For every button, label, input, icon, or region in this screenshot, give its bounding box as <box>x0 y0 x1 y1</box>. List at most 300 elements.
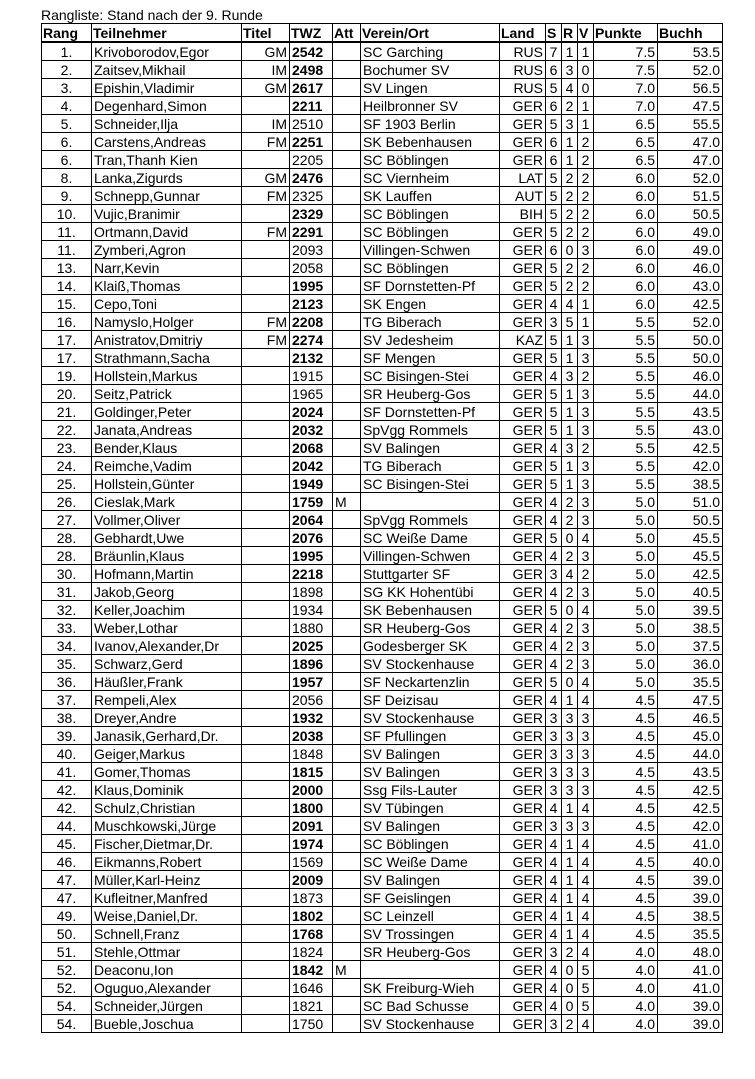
points-cell: 6.5 <box>594 133 658 151</box>
rank-cell: 33. <box>42 619 92 637</box>
rank-cell: 41. <box>42 763 92 781</box>
table-row <box>42 475 723 493</box>
player-name-cell: Deaconu,Ion <box>92 961 242 979</box>
country-cell: GER <box>500 763 546 781</box>
losses-cell: 2 <box>578 277 594 295</box>
attribute-cell <box>333 637 361 655</box>
buchholz-cell: 42.5 <box>658 439 723 457</box>
country-cell: GER <box>500 709 546 727</box>
rating-cell: 2498 <box>290 61 333 79</box>
country-cell: GER <box>500 691 546 709</box>
buchholz-cell: 42.5 <box>658 799 723 817</box>
title-cell: GM <box>242 79 290 97</box>
rank-cell: 6. <box>42 151 92 169</box>
points-cell: 5.0 <box>594 565 658 583</box>
wins-cell: 4 <box>546 655 562 673</box>
attribute-cell <box>333 42 361 61</box>
player-name-cell: Namyslo,Holger <box>92 313 242 331</box>
points-cell: 4.5 <box>594 745 658 763</box>
buchholz-cell: 42.5 <box>658 565 723 583</box>
player-name-cell: Eikmanns,Robert <box>92 853 242 871</box>
club-cell: SC Böblingen <box>361 151 500 169</box>
country-cell: GER <box>500 349 546 367</box>
draws-cell: 0 <box>562 673 578 691</box>
losses-cell: 4 <box>578 871 594 889</box>
country-cell: GER <box>500 925 546 943</box>
title-cell <box>242 475 290 493</box>
col-header-v: V <box>578 24 594 43</box>
club-cell <box>361 961 500 979</box>
col-header-att: Att <box>333 24 361 43</box>
wins-cell: 5 <box>546 259 562 277</box>
country-cell: GER <box>500 565 546 583</box>
rank-cell: 22. <box>42 421 92 439</box>
player-name-cell: Cepo,Toni <box>92 295 242 313</box>
buchholz-cell: 42.0 <box>658 457 723 475</box>
club-cell: TG Biberach <box>361 313 500 331</box>
points-cell: 5.0 <box>594 493 658 511</box>
attribute-cell <box>333 979 361 997</box>
country-cell: RUS <box>500 79 546 97</box>
player-name-cell: Fischer,Dietmar,Dr. <box>92 835 242 853</box>
rank-cell: 27. <box>42 511 92 529</box>
club-cell: SV Jedesheim <box>361 331 500 349</box>
country-cell: GER <box>500 529 546 547</box>
rating-cell: 1768 <box>290 925 333 943</box>
player-name-cell: Oguguo,Alexander <box>92 979 242 997</box>
buchholz-cell: 42.5 <box>658 295 723 313</box>
club-cell: SF Deizisau <box>361 691 500 709</box>
attribute-cell <box>333 385 361 403</box>
wins-cell: 4 <box>546 493 562 511</box>
table-row <box>42 835 723 853</box>
player-name-cell: Zaitsev,Mikhail <box>92 61 242 79</box>
losses-cell: 3 <box>578 403 594 421</box>
draws-cell: 3 <box>562 817 578 835</box>
country-cell: GER <box>500 439 546 457</box>
rank-cell: 16. <box>42 313 92 331</box>
draws-cell: 1 <box>562 133 578 151</box>
wins-cell: 3 <box>546 763 562 781</box>
rating-cell: 2032 <box>290 421 333 439</box>
player-name-cell: Geiger,Markus <box>92 745 242 763</box>
attribute-cell <box>333 745 361 763</box>
losses-cell: 4 <box>578 1015 594 1033</box>
title-cell <box>242 961 290 979</box>
attribute-cell <box>333 943 361 961</box>
club-cell: SF Dornstetten-Pf <box>361 277 500 295</box>
losses-cell: 4 <box>578 835 594 853</box>
club-cell: Villingen-Schwen <box>361 241 500 259</box>
title-cell <box>242 871 290 889</box>
title-cell <box>242 151 290 169</box>
rank-cell: 32. <box>42 601 92 619</box>
rank-cell: 11. <box>42 223 92 241</box>
rating-cell: 2274 <box>290 331 333 349</box>
title-cell <box>242 799 290 817</box>
country-cell: GER <box>500 475 546 493</box>
buchholz-cell: 36.0 <box>658 655 723 673</box>
losses-cell: 3 <box>578 511 594 529</box>
player-name-cell: Schwarz,Gerd <box>92 655 242 673</box>
attribute-cell <box>333 583 361 601</box>
points-cell: 6.0 <box>594 295 658 313</box>
losses-cell: 4 <box>578 943 594 961</box>
points-cell: 4.5 <box>594 691 658 709</box>
wins-cell: 5 <box>546 115 562 133</box>
losses-cell: 3 <box>578 817 594 835</box>
attribute-cell <box>333 907 361 925</box>
table-row <box>42 637 723 655</box>
buchholz-cell: 38.5 <box>658 475 723 493</box>
club-cell: SV Trossingen <box>361 925 500 943</box>
losses-cell: 0 <box>578 61 594 79</box>
buchholz-cell: 48.0 <box>658 943 723 961</box>
attribute-cell <box>333 565 361 583</box>
points-cell: 5.5 <box>594 403 658 421</box>
buchholz-cell: 43.5 <box>658 763 723 781</box>
rating-cell: 2038 <box>290 727 333 745</box>
table-row <box>42 349 723 367</box>
title-cell <box>242 997 290 1015</box>
draws-cell: 1 <box>562 349 578 367</box>
wins-cell: 3 <box>546 745 562 763</box>
col-header-twz: TWZ <box>290 24 333 43</box>
buchholz-cell: 38.5 <box>658 619 723 637</box>
losses-cell: 2 <box>578 259 594 277</box>
player-name-cell: Weise,Daniel,Dr. <box>92 907 242 925</box>
buchholz-cell: 52.0 <box>658 169 723 187</box>
player-name-cell: Muschkowski,Jürge <box>92 817 242 835</box>
rank-cell: 3. <box>42 79 92 97</box>
buchholz-cell: 52.0 <box>658 313 723 331</box>
title-cell <box>242 583 290 601</box>
table-row <box>42 493 723 511</box>
title-cell <box>242 907 290 925</box>
player-name-cell: Schneider,Jürgen <box>92 997 242 1015</box>
player-name-cell: Zymberi,Agron <box>92 241 242 259</box>
player-name-cell: Cieslak,Mark <box>92 493 242 511</box>
wins-cell: 4 <box>546 295 562 313</box>
title-cell: FM <box>242 313 290 331</box>
rank-cell: 14. <box>42 277 92 295</box>
player-name-cell: Rempeli,Alex <box>92 691 242 709</box>
draws-cell: 4 <box>562 565 578 583</box>
attribute-cell <box>333 835 361 853</box>
losses-cell: 2 <box>578 565 594 583</box>
points-cell: 6.0 <box>594 259 658 277</box>
losses-cell: 4 <box>578 601 594 619</box>
draws-cell: 4 <box>562 295 578 313</box>
rank-cell: 28. <box>42 529 92 547</box>
buchholz-cell: 44.0 <box>658 745 723 763</box>
title-cell <box>242 565 290 583</box>
buchholz-cell: 47.0 <box>658 133 723 151</box>
player-name-cell: Kufleitner,Manfred <box>92 889 242 907</box>
points-cell: 4.5 <box>594 871 658 889</box>
club-cell: SV Tübingen <box>361 799 500 817</box>
country-cell: GER <box>500 853 546 871</box>
wins-cell: 5 <box>546 223 562 241</box>
losses-cell: 3 <box>578 547 594 565</box>
country-cell: GER <box>500 421 546 439</box>
losses-cell: 4 <box>578 799 594 817</box>
rank-cell: 4. <box>42 97 92 115</box>
col-header-punkte: Punkte <box>594 24 658 43</box>
rating-cell: 2091 <box>290 817 333 835</box>
title-cell <box>242 889 290 907</box>
club-cell: SK Bebenhausen <box>361 601 500 619</box>
rank-cell: 37. <box>42 691 92 709</box>
club-cell: SC Bisingen-Stei <box>361 475 500 493</box>
losses-cell: 3 <box>578 241 594 259</box>
draws-cell: 3 <box>562 115 578 133</box>
rating-cell: 1815 <box>290 763 333 781</box>
draws-cell: 2 <box>562 943 578 961</box>
draws-cell: 3 <box>562 745 578 763</box>
player-name-cell: Stehle,Ottmar <box>92 943 242 961</box>
draws-cell: 1 <box>562 385 578 403</box>
table-row <box>42 169 723 187</box>
player-name-cell: Janata,Andreas <box>92 421 242 439</box>
losses-cell: 2 <box>578 133 594 151</box>
buchholz-cell: 55.5 <box>658 115 723 133</box>
table-row <box>42 385 723 403</box>
points-cell: 4.0 <box>594 1015 658 1033</box>
wins-cell: 4 <box>546 583 562 601</box>
draws-cell: 2 <box>562 187 578 205</box>
losses-cell: 4 <box>578 907 594 925</box>
wins-cell: 4 <box>546 961 562 979</box>
rating-cell: 2510 <box>290 115 333 133</box>
club-cell: SK Bebenhausen <box>361 133 500 151</box>
title-cell <box>242 547 290 565</box>
club-cell: SF Geislingen <box>361 889 500 907</box>
draws-cell: 1 <box>562 691 578 709</box>
club-cell: SC Bad Schusse <box>361 997 500 1015</box>
rating-cell: 2329 <box>290 205 333 223</box>
losses-cell: 5 <box>578 979 594 997</box>
table-row <box>42 925 723 943</box>
table-row <box>42 871 723 889</box>
points-cell: 4.5 <box>594 835 658 853</box>
table-row <box>42 565 723 583</box>
table-row <box>42 601 723 619</box>
draws-cell: 1 <box>562 42 578 61</box>
rank-cell: 9. <box>42 187 92 205</box>
rank-cell: 26. <box>42 493 92 511</box>
table-row <box>42 205 723 223</box>
club-cell: SF Pfullingen <box>361 727 500 745</box>
losses-cell: 3 <box>578 583 594 601</box>
table-row <box>42 655 723 673</box>
buchholz-cell: 45.5 <box>658 547 723 565</box>
rating-cell: 2542 <box>290 42 333 61</box>
draws-cell: 1 <box>562 151 578 169</box>
points-cell: 7.0 <box>594 79 658 97</box>
losses-cell: 3 <box>578 745 594 763</box>
title-cell <box>242 979 290 997</box>
club-cell: SR Heuberg-Gos <box>361 385 500 403</box>
title-cell <box>242 403 290 421</box>
wins-cell: 4 <box>546 367 562 385</box>
buchholz-cell: 39.5 <box>658 601 723 619</box>
player-name-cell: Janasik,Gerhard,Dr. <box>92 727 242 745</box>
draws-cell: 1 <box>562 331 578 349</box>
rating-cell: 2291 <box>290 223 333 241</box>
player-name-cell: Seitz,Patrick <box>92 385 242 403</box>
buchholz-cell: 38.5 <box>658 907 723 925</box>
title-cell <box>242 493 290 511</box>
col-header-buchh: Buchh <box>658 24 723 43</box>
title-cell <box>242 925 290 943</box>
country-cell: GER <box>500 277 546 295</box>
rating-cell: 1898 <box>290 583 333 601</box>
wins-cell: 5 <box>546 529 562 547</box>
buchholz-cell: 53.5 <box>658 42 723 61</box>
table-row <box>42 907 723 925</box>
player-name-cell: Lanka,Zigurds <box>92 169 242 187</box>
wins-cell: 4 <box>546 691 562 709</box>
col-header-r: R <box>562 24 578 43</box>
points-cell: 6.5 <box>594 151 658 169</box>
rank-cell: 51. <box>42 943 92 961</box>
buchholz-cell: 51.5 <box>658 187 723 205</box>
attribute-cell <box>333 763 361 781</box>
rating-cell: 2068 <box>290 439 333 457</box>
buchholz-cell: 35.5 <box>658 673 723 691</box>
draws-cell: 1 <box>562 871 578 889</box>
rank-cell: 38. <box>42 709 92 727</box>
draws-cell: 1 <box>562 889 578 907</box>
rank-cell: 42. <box>42 799 92 817</box>
buchholz-cell: 39.0 <box>658 889 723 907</box>
losses-cell: 1 <box>578 313 594 331</box>
losses-cell: 3 <box>578 619 594 637</box>
draws-cell: 0 <box>562 961 578 979</box>
table-row <box>42 745 723 763</box>
table-row <box>42 223 723 241</box>
attribute-cell <box>333 709 361 727</box>
points-cell: 4.0 <box>594 997 658 1015</box>
draws-cell: 2 <box>562 205 578 223</box>
table-row <box>42 42 723 61</box>
table-row <box>42 457 723 475</box>
attribute-cell <box>333 889 361 907</box>
draws-cell: 1 <box>562 475 578 493</box>
title-cell <box>242 673 290 691</box>
buchholz-cell: 41.0 <box>658 979 723 997</box>
points-cell: 4.0 <box>594 961 658 979</box>
player-name-cell: Schnepp,Gunnar <box>92 187 242 205</box>
attribute-cell <box>333 529 361 547</box>
title-cell <box>242 439 290 457</box>
wins-cell: 5 <box>546 385 562 403</box>
title-cell <box>242 97 290 115</box>
buchholz-cell: 43.5 <box>658 403 723 421</box>
table-row <box>42 997 723 1015</box>
title-cell <box>242 817 290 835</box>
title-cell <box>242 709 290 727</box>
table-row <box>42 421 723 439</box>
draws-cell: 2 <box>562 1015 578 1033</box>
country-cell: GER <box>500 817 546 835</box>
points-cell: 5.5 <box>594 475 658 493</box>
country-cell: GER <box>500 511 546 529</box>
attribute-cell <box>333 511 361 529</box>
wins-cell: 6 <box>546 61 562 79</box>
wins-cell: 4 <box>546 853 562 871</box>
wins-cell: 6 <box>546 151 562 169</box>
losses-cell: 3 <box>578 421 594 439</box>
country-cell: GER <box>500 943 546 961</box>
attribute-cell <box>333 295 361 313</box>
draws-cell: 1 <box>562 799 578 817</box>
rank-cell: 10. <box>42 205 92 223</box>
table-row <box>42 511 723 529</box>
rank-cell: 40. <box>42 745 92 763</box>
attribute-cell <box>333 997 361 1015</box>
col-header-teilnehmer: Teilnehmer <box>92 24 242 43</box>
attribute-cell <box>333 403 361 421</box>
club-cell: SF Mengen <box>361 349 500 367</box>
draws-cell: 1 <box>562 835 578 853</box>
rank-cell: 30. <box>42 565 92 583</box>
attribute-cell <box>333 223 361 241</box>
points-cell: 6.0 <box>594 277 658 295</box>
attribute-cell <box>333 367 361 385</box>
club-cell: SC Böblingen <box>361 259 500 277</box>
losses-cell: 3 <box>578 493 594 511</box>
rank-cell: 17. <box>42 349 92 367</box>
title-cell <box>242 277 290 295</box>
draws-cell: 1 <box>562 925 578 943</box>
club-cell: Ssg Fils-Lauter <box>361 781 500 799</box>
table-row <box>42 97 723 115</box>
country-cell: GER <box>500 115 546 133</box>
rating-cell: 2205 <box>290 151 333 169</box>
table-row <box>42 439 723 457</box>
attribute-cell <box>333 277 361 295</box>
attribute-cell <box>333 97 361 115</box>
player-name-cell: Vujic,Branimir <box>92 205 242 223</box>
points-cell: 5.0 <box>594 637 658 655</box>
points-cell: 5.5 <box>594 439 658 457</box>
wins-cell: 4 <box>546 907 562 925</box>
rating-cell: 2123 <box>290 295 333 313</box>
club-cell: SK Engen <box>361 295 500 313</box>
club-cell: SC Böblingen <box>361 205 500 223</box>
club-cell: SC Weiße Dame <box>361 529 500 547</box>
points-cell: 4.0 <box>594 979 658 997</box>
wins-cell: 3 <box>546 565 562 583</box>
table-row <box>42 241 723 259</box>
draws-cell: 2 <box>562 655 578 673</box>
table-row <box>42 979 723 997</box>
draws-cell: 2 <box>562 277 578 295</box>
country-cell: GER <box>500 637 546 655</box>
attribute-cell <box>333 691 361 709</box>
wins-cell: 6 <box>546 241 562 259</box>
rank-cell: 23. <box>42 439 92 457</box>
wins-cell: 5 <box>546 79 562 97</box>
rating-cell: 2076 <box>290 529 333 547</box>
draws-cell: 0 <box>562 241 578 259</box>
rating-cell: 1915 <box>290 367 333 385</box>
title-cell: FM <box>242 331 290 349</box>
losses-cell: 3 <box>578 727 594 745</box>
table-row <box>42 673 723 691</box>
